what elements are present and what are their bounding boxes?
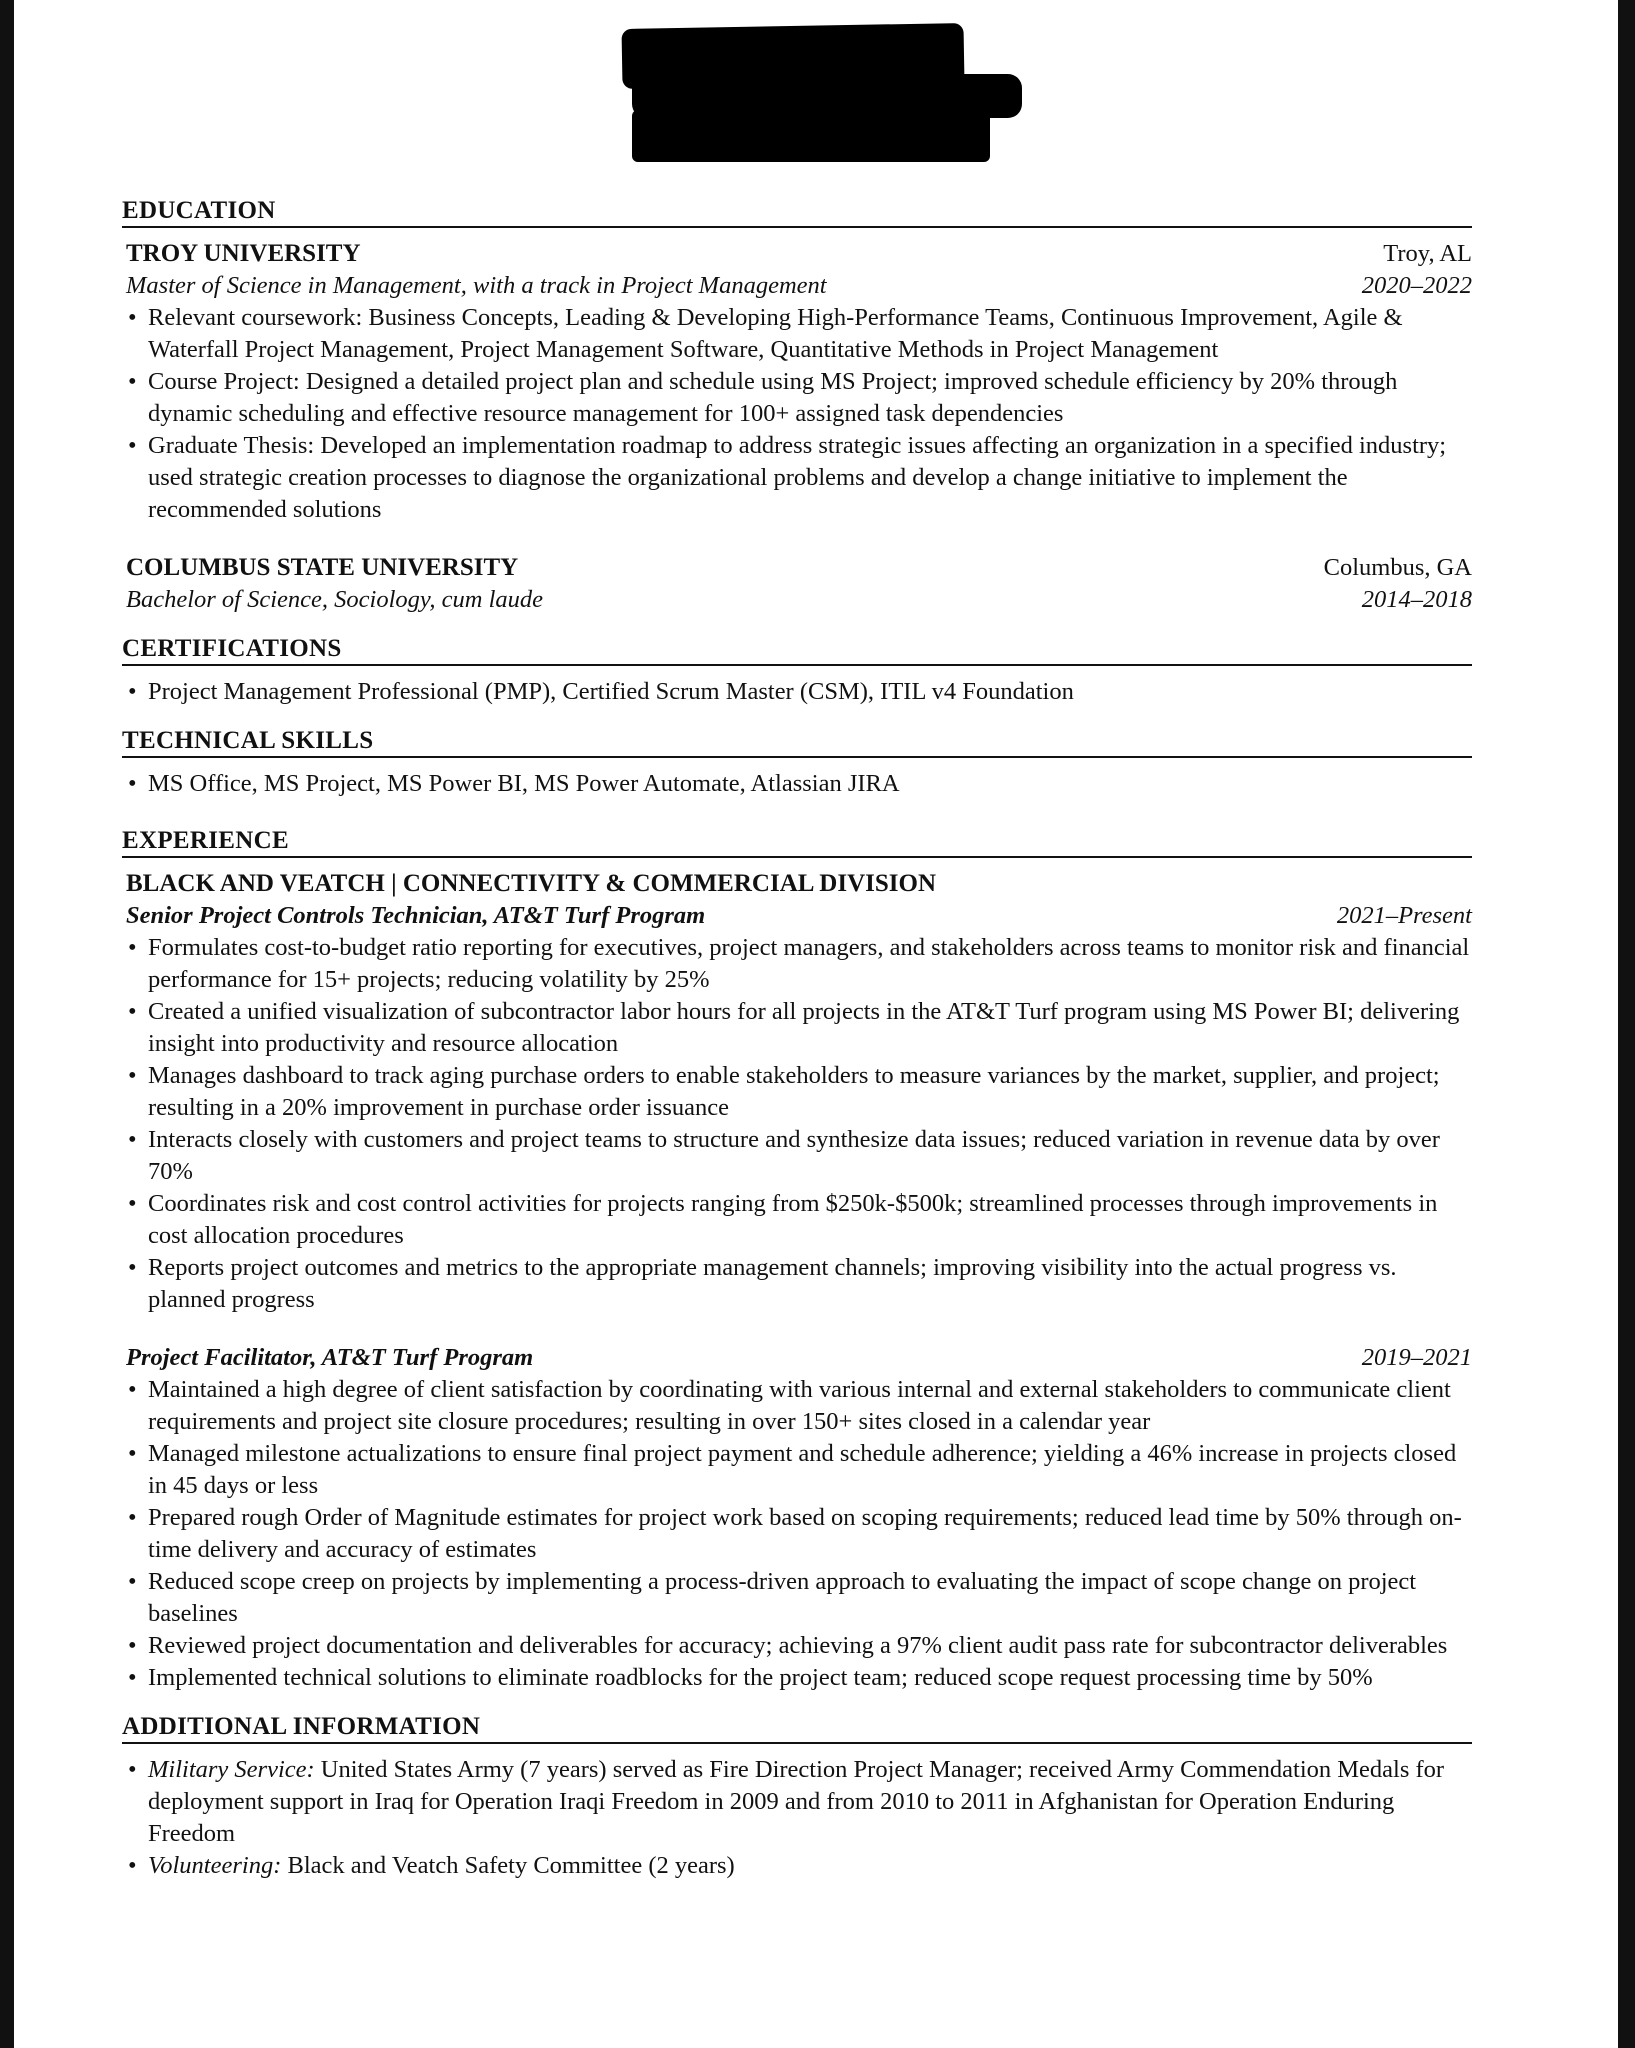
list-item: • Prepared rough Order of Magnitude estimates for project work based on scoping requirements; reduced lead time by 50% through on-time delivery and accuracy of estimates	[128, 1504, 1462, 1563]
resume-content	[122, 196, 1472, 1882]
degree: Master of Science in Management, with a track in Project Management	[126, 272, 827, 299]
list-item: • Maintained a high degree of client satisfaction by coordinating with various internal and external stakeholders to communicate client requirements and project site closure procedures; resulting in over 150+ sites closed in a calendar year	[128, 1376, 1451, 1435]
certifications-list	[122, 676, 1472, 708]
role-bullets	[122, 932, 1472, 1316]
list-item: • Project Management Professional (PMP), Certified Scrum Master (CSM), ITIL v4 Foundation	[128, 678, 1074, 705]
list-item: • Coordinates risk and cost control activities for projects ranging from $250k-$500k; streamlined processes through improvements in cost allocation procedures	[128, 1190, 1438, 1249]
coursework-list	[122, 302, 1472, 526]
degree-row	[122, 270, 1472, 302]
item-label: Volunteering:	[148, 1852, 282, 1879]
list-item: • Reduced scope creep on projects by implementing a process-driven approach to evaluating the impact of scope change on project baselines	[128, 1568, 1417, 1627]
list-item: • Implemented technical solutions to eliminate roadblocks for the project team; reduced scope request processing time by 50%	[128, 1664, 1373, 1691]
school-row	[122, 552, 1472, 584]
list-item: • Interacts closely with customers and project teams to structure and synthesize data issues; reduced variation in revenue data by over 70%	[128, 1126, 1440, 1185]
list-item: • Created a unified visualization of subcontractor labor hours for all projects in the AT&T Turf program using MS Power BI; delivering insight into productivity and resource allocation	[128, 998, 1460, 1057]
school-row	[122, 238, 1472, 270]
additional-list	[122, 1754, 1472, 1882]
degree: Bachelor of Science, Sociology, cum laude	[126, 586, 544, 613]
resume-page	[14, 0, 1618, 2048]
degree-dates: 2020–2022	[1361, 272, 1472, 299]
role-row	[122, 1342, 1472, 1374]
technical-skills-heading: TECHNICAL SKILLS	[122, 726, 1472, 758]
list-item: • Reports project outcomes and metrics to the appropriate management channels; improving visibility into the actual progress vs. planned progress	[128, 1254, 1397, 1313]
school-location: Columbus, GA	[1323, 554, 1472, 581]
degree-dates: 2014–2018	[1361, 586, 1472, 613]
list-item: • Military Service: United States Army (7 years) served as Fire Direction Project Manager; received Army Commendation Medals for deployment support in Iraq for Operation Iraqi Freedom in 2009 and from 2010 to 2011 in Afghanistan for Operation Enduring Freedom	[128, 1756, 1445, 1847]
list-item: • Graduate Thesis: Developed an implementation roadmap to address strategic issues affecting an organization in a specified industry; used strategic creation processes to diagnose the organizational problems and develop a change initiative to implement the recommended solutions	[128, 432, 1447, 523]
skills-list	[122, 768, 1472, 800]
list-item: • Managed milestone actualizations to ensure final project payment and schedule adherence; yielding a 46% increase in projects closed in 45 days or less	[128, 1440, 1457, 1499]
education-heading: EDUCATION	[122, 196, 1472, 228]
redacted-contact-line	[632, 110, 990, 162]
school-name: TROY UNIVERSITY	[126, 240, 361, 267]
experience-heading: EXPERIENCE	[122, 826, 1472, 858]
certifications-heading: CERTIFICATIONS	[122, 634, 1472, 666]
role-title: Senior Project Controls Technician, AT&T Turf Program	[126, 902, 706, 929]
school-name: COLUMBUS STATE UNIVERSITY	[126, 554, 519, 581]
role-row	[122, 900, 1472, 932]
list-item: • Relevant coursework: Business Concepts, Leading & Developing High-Performance Teams, Continuous Improvement, Agile & Waterfall Project Management, Project Management Software, Quantitative Methods in Project Management	[128, 304, 1403, 363]
role-dates: 2021–Present	[1336, 902, 1472, 929]
role-title: Project Facilitator, AT&T Turf Program	[126, 1344, 534, 1371]
employer-name: BLACK AND VEATCH | CONNECTIVITY & COMMERCIAL DIVISION	[126, 870, 936, 897]
list-item: • Reviewed project documentation and deliverables for accuracy; achieving a 97% client audit pass rate for subcontractor deliverables	[128, 1632, 1448, 1659]
list-item: • MS Office, MS Project, MS Power BI, MS Power Automate, Atlassian JIRA	[128, 770, 900, 797]
additional-info-heading: ADDITIONAL INFORMATION	[122, 1712, 1472, 1744]
school-location: Troy, AL	[1383, 240, 1472, 267]
list-item: • Course Project: Designed a detailed project plan and schedule using MS Project; improved schedule efficiency by 20% through dynamic scheduling and effective resource management for 100+ assigned task dependencies	[128, 368, 1398, 427]
list-item: • Manages dashboard to track aging purchase orders to enable stakeholders to measure variances by the market, supplier, and project; resulting in a 20% improvement in purchase order issuance	[128, 1062, 1440, 1121]
role-dates: 2019–2021	[1361, 1344, 1472, 1371]
list-item: • Volunteering: Black and Veatch Safety Committee (2 years)	[128, 1852, 735, 1879]
list-item: • Formulates cost-to-budget ratio reporting for executives, project managers, and stakeholders across teams to monitor risk and financial performance for 15+ projects; reducing volatility by 25%	[128, 934, 1470, 993]
item-label: Military Service:	[148, 1756, 315, 1783]
role-bullets	[122, 1374, 1472, 1694]
degree-row	[122, 584, 1472, 616]
